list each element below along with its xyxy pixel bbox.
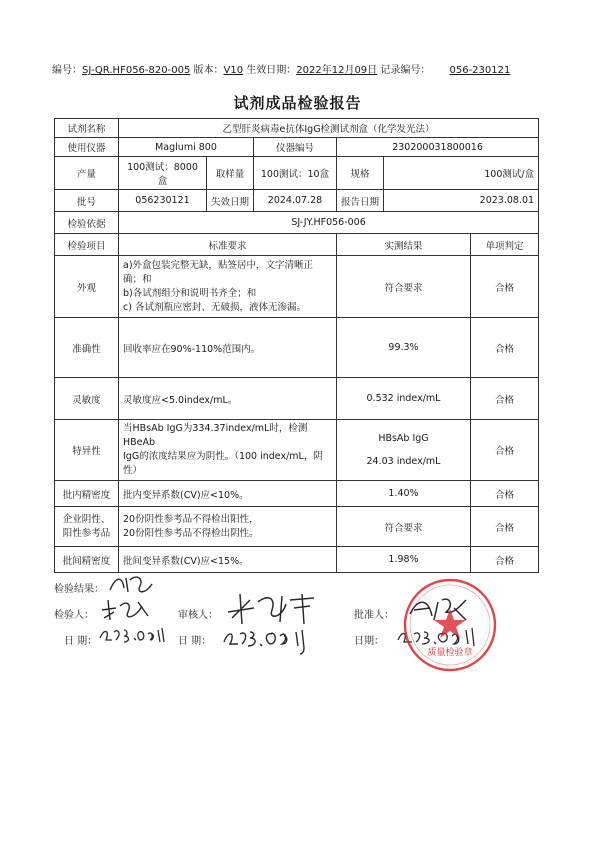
inspector-label: 检验人： bbox=[54, 610, 94, 621]
batch-value: 056230121 bbox=[119, 190, 207, 212]
effective-date-label: 生效日期： bbox=[246, 65, 297, 76]
standard-line: c) 各试剂瓶应密封、无破损，液体无渗漏。 bbox=[123, 301, 306, 313]
row-result: 99.3% bbox=[337, 318, 471, 378]
basis-value: SJ-JY.HF056-006 bbox=[119, 212, 539, 234]
result-line: 24.03 index/mL bbox=[366, 456, 441, 467]
page-title: 试剂成品检验报告 bbox=[233, 94, 362, 112]
date-label-3: 日期： bbox=[354, 636, 384, 647]
row-result: 0.532 index/mL bbox=[337, 378, 471, 420]
inspector-signature bbox=[98, 596, 154, 622]
row-verdict: 合格 bbox=[471, 318, 539, 378]
conclusion-label: 检验结果： bbox=[54, 584, 104, 595]
row-item: 企业阴性、阳性参考品 bbox=[55, 507, 119, 547]
row-verdict: 合格 bbox=[471, 507, 539, 547]
row-standard bbox=[119, 507, 337, 547]
date-label-2: 日 期： bbox=[178, 636, 212, 647]
version-value: V10 bbox=[223, 65, 244, 76]
table-row bbox=[55, 256, 539, 318]
row-verdict: 合格 bbox=[471, 420, 539, 481]
standard-line: b)各试剂组分和说明书齐全；和 bbox=[123, 287, 257, 299]
row-result bbox=[337, 420, 471, 481]
batch-label: 批号 bbox=[55, 190, 119, 212]
row-verdict: 合格 bbox=[471, 547, 539, 573]
row-item: 批间精密度 bbox=[55, 547, 119, 573]
row-standard: 批内变异系数(CV)应<10%。 bbox=[119, 481, 337, 507]
sample-value: 100测试：10盒 bbox=[254, 157, 337, 190]
table-row bbox=[55, 507, 539, 547]
sample-label: 取样量 bbox=[207, 157, 254, 190]
row-result: 1.98% bbox=[337, 547, 471, 573]
basis-row bbox=[55, 212, 539, 234]
spec-value: 100测试/盒 bbox=[384, 157, 539, 190]
document-header bbox=[52, 61, 522, 76]
instrument-no-value: 230200031800016 bbox=[337, 138, 539, 157]
column-header-item: 检验项目 bbox=[55, 234, 119, 256]
standard-line: IgG的浓度结果应为阴性。（100 index/mL，阴性） bbox=[123, 451, 323, 476]
code-value: SJ-QR.HF056-820-005 bbox=[82, 65, 191, 76]
standard-line: 20份阳性参考品不得检出阴性。 bbox=[123, 527, 259, 539]
basis-label: 检验依据 bbox=[55, 212, 119, 234]
date-label-1: 日 期： bbox=[64, 636, 98, 647]
row-standard: 回收率应在90%-110%范围内。 bbox=[119, 318, 337, 378]
conclusion-handwriting bbox=[106, 572, 156, 596]
row-item: 外观 bbox=[55, 256, 119, 318]
row-result: 1.40% bbox=[337, 481, 471, 507]
output-row bbox=[55, 157, 539, 190]
stamp-text: 质量检验章 bbox=[427, 648, 473, 658]
spec-label: 规格 bbox=[337, 157, 384, 190]
row-item: 特异性 bbox=[55, 420, 119, 481]
date-handwriting-1 bbox=[98, 622, 174, 646]
table-row bbox=[55, 547, 539, 573]
table-row bbox=[55, 378, 539, 420]
row-standard bbox=[119, 256, 337, 318]
record-label: 记录编号： bbox=[380, 65, 431, 76]
row-verdict: 合格 bbox=[471, 481, 539, 507]
column-header-result: 实测结果 bbox=[337, 234, 471, 256]
reviewer-signature bbox=[224, 588, 324, 628]
table-row bbox=[55, 420, 539, 481]
result-line: HBsAb IgG bbox=[378, 433, 429, 444]
table-row bbox=[55, 481, 539, 507]
report-date-label: 报告日期 bbox=[337, 190, 384, 212]
row-standard: 批间变异系数(CV)应<15%。 bbox=[119, 547, 337, 573]
record-value: 056-230121 bbox=[449, 65, 511, 76]
table-row bbox=[55, 318, 539, 378]
instrument-label: 使用仪器 bbox=[55, 138, 119, 157]
reagent-name-row bbox=[55, 119, 539, 138]
batch-row bbox=[55, 190, 539, 212]
instrument-no-label: 仪器编号 bbox=[254, 138, 337, 157]
report-date-value: 2023.08.01 bbox=[384, 190, 539, 212]
column-header-row bbox=[55, 234, 539, 256]
row-verdict: 合格 bbox=[471, 256, 539, 318]
output-label: 产量 bbox=[55, 157, 119, 190]
standard-line: 确；和 bbox=[123, 273, 152, 285]
row-verdict: 合格 bbox=[471, 378, 539, 420]
reviewer-label: 审核人： bbox=[178, 610, 218, 621]
output-value: 100测试：8000盒 bbox=[119, 157, 207, 190]
approver-label: 批准人： bbox=[354, 610, 394, 621]
effective-date-value: 2022年12月09日 bbox=[296, 65, 378, 76]
expiry-value: 2024.07.28 bbox=[254, 190, 337, 212]
code-label: 编号： bbox=[52, 65, 82, 76]
standard-line: 20份阴性参考品不得检出阳性， bbox=[123, 513, 259, 525]
row-item: 灵敏度 bbox=[55, 378, 119, 420]
report-table bbox=[54, 118, 539, 573]
reagent-name-label: 试剂名称 bbox=[55, 119, 119, 138]
row-item: 准确性 bbox=[55, 318, 119, 378]
row-standard bbox=[119, 420, 337, 481]
column-header-standard: 标准要求 bbox=[119, 234, 337, 256]
standard-line: a)外盒包装完整无缺，贴签居中，文字清晰正 bbox=[123, 259, 314, 271]
column-header-verdict: 单项判定 bbox=[471, 234, 539, 256]
standard-line: 当HBsAb IgG为334.37index/mL时，检测HBeAb bbox=[123, 423, 308, 448]
row-item: 批内精密度 bbox=[55, 481, 119, 507]
version-label: 版本： bbox=[193, 65, 224, 76]
row-result: 符合要求 bbox=[337, 507, 471, 547]
reagent-name-value: 乙型肝炎病毒e抗体IgG检测试剂盒（化学发光法） bbox=[119, 119, 539, 138]
expiry-label: 失效日期 bbox=[207, 190, 254, 212]
quality-stamp bbox=[400, 575, 500, 675]
row-result: 符合要求 bbox=[337, 256, 471, 318]
row-standard: 灵敏度应<5.0index/mL。 bbox=[119, 378, 337, 420]
instrument-row bbox=[55, 138, 539, 157]
instrument-value: Maglumi 800 bbox=[119, 138, 254, 157]
